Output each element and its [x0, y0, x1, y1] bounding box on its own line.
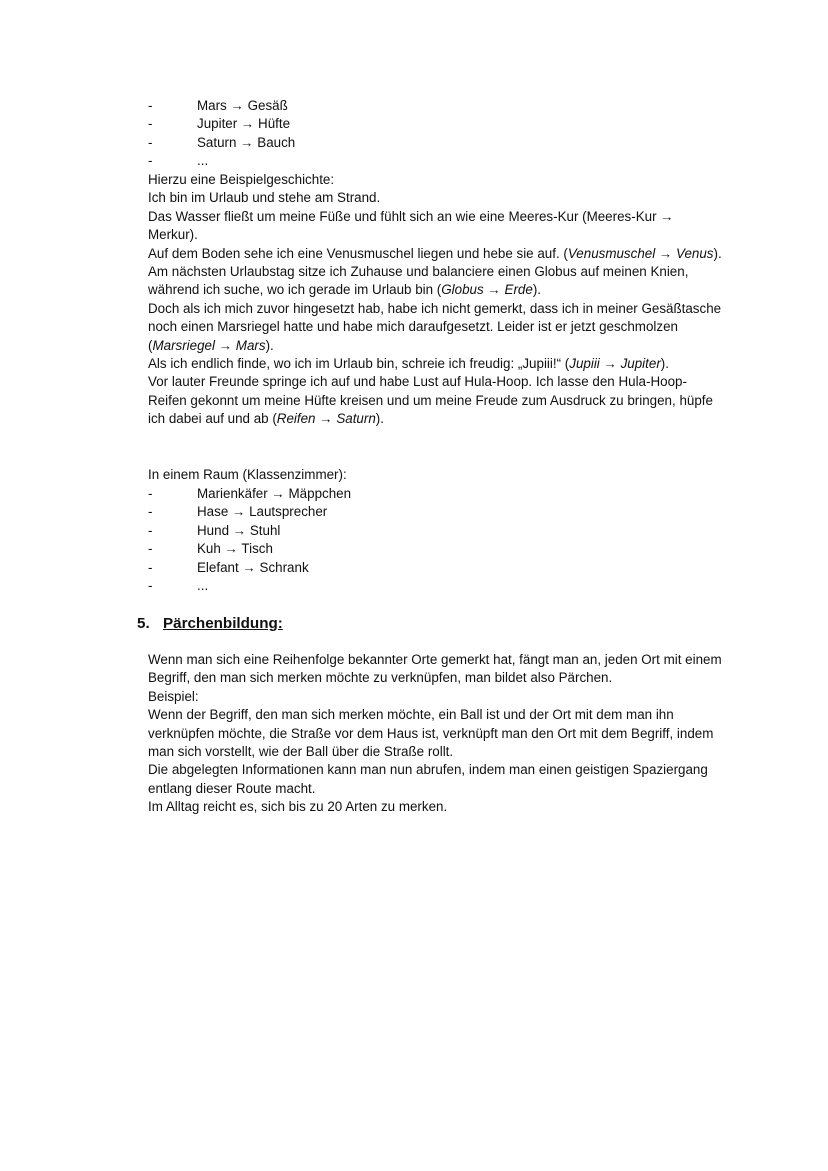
list-item-text: Mars → Gesäß — [197, 98, 288, 113]
section-paragraph: Beispiel: — [148, 688, 199, 704]
story-line: Das Wasser fließt um meine Füße und fühlt sich an wie eine Meeres-Kur (Meeres-Kur → Merkur). — [148, 208, 674, 243]
list-item-text: Hund → Stuhl — [197, 522, 281, 538]
story-line — [148, 355, 723, 373]
story-line: Ich bin im Urlaub und stehe am Strand. — [148, 190, 381, 206]
list-item-text: Elefant → Schrank — [197, 559, 309, 575]
section-paragraph: Die abgelegten Informationen kann man nun abrufen, indem man einen geistigen Spaziergang entlang dieser Route macht. — [148, 762, 708, 796]
list-bullet: - — [148, 153, 153, 169]
section-heading — [137, 614, 283, 634]
section-paragraph: Wenn der Begriff, den man sich merken möchte, ein Ball ist und der Ort mit dem man ihn verknüpfen möchte, die Straße vor dem Haus ist, verknüpft man den Ort mit dem Begriff, indem man sich vorstellt, wie der Ball über die Straße rollt. — [148, 707, 714, 760]
list-bullet: - — [148, 486, 153, 501]
story-text: ). — [660, 356, 669, 372]
story-association: Marsriegel → Mars — [152, 337, 266, 353]
story-text: ). — [713, 245, 722, 261]
story-line — [148, 263, 723, 300]
story-text: ). — [265, 337, 274, 353]
story-intro: Hierzu eine Beispielgeschichte: — [148, 172, 335, 187]
list-item-text: Hase → Lautsprecher — [197, 504, 328, 520]
example-story — [148, 171, 723, 429]
section-paragraph: Wenn man sich eine Reihenfolge bekannter Orte gemerkt hat, fängt man an, jeden Ort mit einem Begriff, den man sich merken möchte zu verknüpfen, man bildet also Pärchen. — [148, 652, 722, 686]
story-association: Venusmuschel → Venus — [567, 245, 714, 261]
story-association: Reifen → Saturn — [276, 411, 376, 427]
list-bullet: - — [148, 522, 153, 538]
story-text: Auf dem Boden sehe ich eine Venusmuschel liegen und hebe sie auf. ( — [148, 245, 568, 261]
list-item-text: Saturn → Bauch — [197, 134, 296, 150]
list-bullet: - — [148, 559, 153, 575]
list-item-text: ... — [197, 153, 209, 169]
section-title: Pärchenbildung: — [163, 615, 283, 632]
section-body — [148, 651, 723, 817]
story-line — [148, 300, 723, 355]
list-bullet: - — [148, 504, 153, 520]
section-number: 5. — [137, 615, 150, 632]
story-association: Jupiii → Jupiter — [569, 356, 661, 372]
story-association: Globus → Erde — [441, 282, 533, 298]
list-item-text: Kuh → Tisch — [197, 541, 273, 557]
list-item-text: ... — [197, 577, 209, 593]
story-text: Als ich endlich finde, wo ich im Urlaub bin, schreie ich freudig: „Jupiii!“ ( — [148, 356, 570, 372]
story-text: ). — [532, 282, 541, 298]
story-line — [148, 245, 723, 263]
story-text: Doch als ich mich zuvor hingesetzt hab, habe ich nicht gemerkt, dass ich in meiner Gesäßtasche noch einen Marsriegel hatte und habe mich daraufgesetzt. Leider ist er jetzt geschmolzen ( — [148, 300, 722, 353]
story-text: Vor lauter Freunde springe ich auf und habe Lust auf Hula-Hoop. Ich lasse den Hula-Hoop-Reifen gekonnt um meine Hüfte kreisen und um meine Freude zum Ausdruck zu bringen, hüpfe ich dabei auf und ab ( — [148, 374, 713, 427]
story-text: ). — [375, 411, 384, 427]
list-bullet: - — [148, 116, 153, 132]
list-bullet: - — [148, 577, 153, 593]
list-item-text: Marienkäfer → Mäppchen — [197, 486, 352, 501]
section-paragraph: Im Alltag reicht es, sich bis zu 20 Arten zu merken. — [148, 799, 448, 815]
list-bullet: - — [148, 98, 153, 113]
story-line — [148, 373, 723, 428]
room-intro: In einem Raum (Klassenzimmer): — [148, 467, 347, 482]
list-bullet: - — [148, 541, 153, 557]
list-bullet: - — [148, 134, 153, 150]
story-text: Am nächsten Urlaubstag sitze ich Zuhause und balanciere einen Globus auf meinen Knien, während ich suche, wo ich gerade im Urlaub bin ( — [148, 264, 689, 298]
list-item-text: Jupiter → Hüfte — [197, 116, 291, 132]
